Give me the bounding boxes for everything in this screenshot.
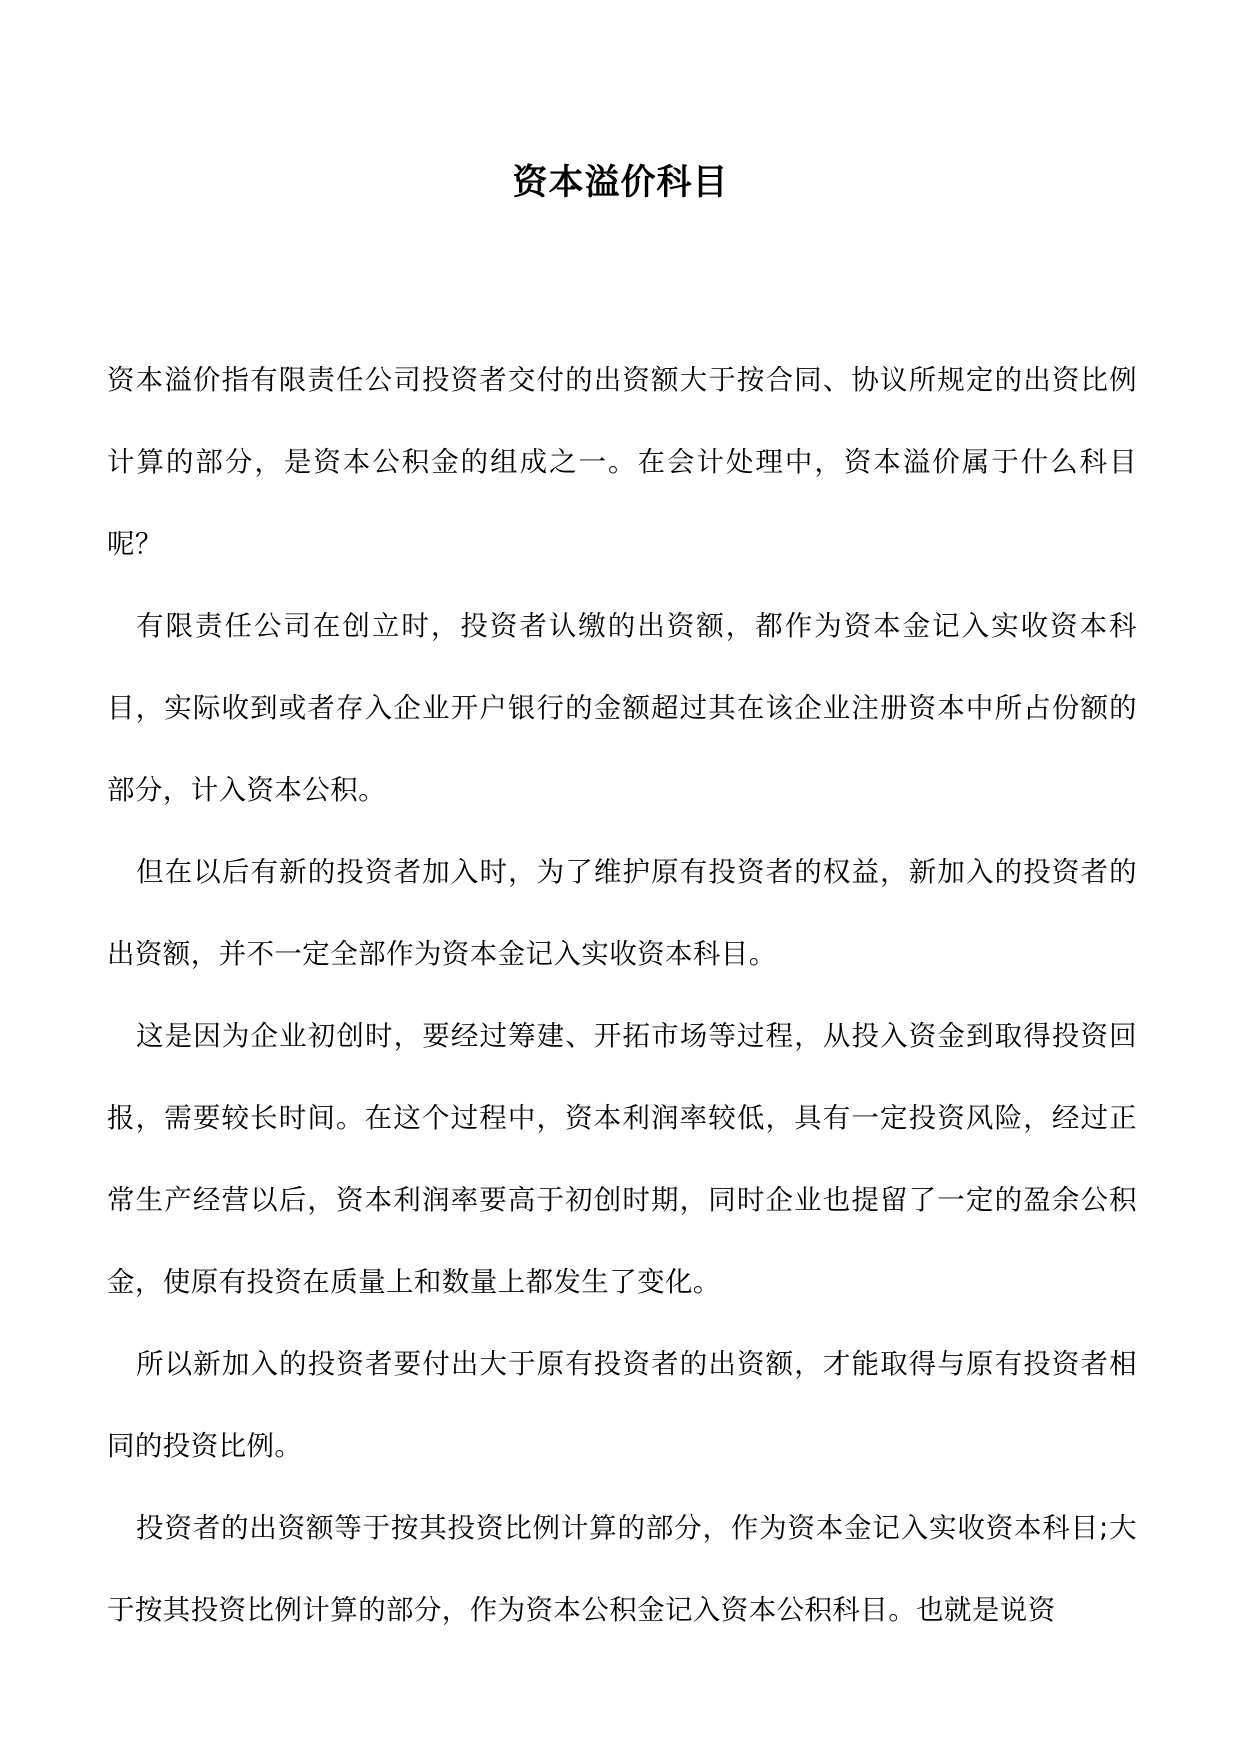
paragraph-1: 资本溢价指有限责任公司投资者交付的出资额大于按合同、协议所规定的出资比例计算的部分，是资本公积金的组成之一。在会计处理中，资本溢价属于什么科目呢？ — [107, 364, 1137, 560]
paragraph-3: 但在以后有新的投资者加入时，为了维护原有投资者的权益，新加入的投资者的出资额，并不一定全部作为资本金记入实收资本科目。 — [107, 856, 1137, 970]
paragraph-4: 这是因为企业初创时，要经过筹建、开拓市场等过程，从投入资金到取得投资回报，需要较长时间。在这个过程中，资本利润率较低，具有一定投资风险，经过正常生产经营以后，资本利润率要高于初创时期，同时企业也提留了一定的盈余公积金，使原有投资在质量上和数量上都发生了变化。 — [107, 1020, 1137, 1298]
paragraph-5: 所以新加入的投资者要付出大于原有投资者的出资额，才能取得与原有投资者相同的投资比例。 — [107, 1348, 1137, 1462]
paragraph-2: 有限责任公司在创立时，投资者认缴的出资额，都作为资本金记入实收资本科目，实际收到或者存入企业开户银行的金额超过其在该企业注册资本中所占份额的部分，计入资本公积。 — [107, 610, 1137, 806]
paragraph-6: 投资者的出资额等于按其投资比例计算的部分，作为资本金记入实收资本科目;大于按其投资比例计算的部分，作为资本公积金记入资本公积科目。也就是说资 — [107, 1512, 1137, 1626]
document-body — [107, 339, 1137, 1651]
document-title: 资本溢价科目 — [512, 163, 729, 203]
